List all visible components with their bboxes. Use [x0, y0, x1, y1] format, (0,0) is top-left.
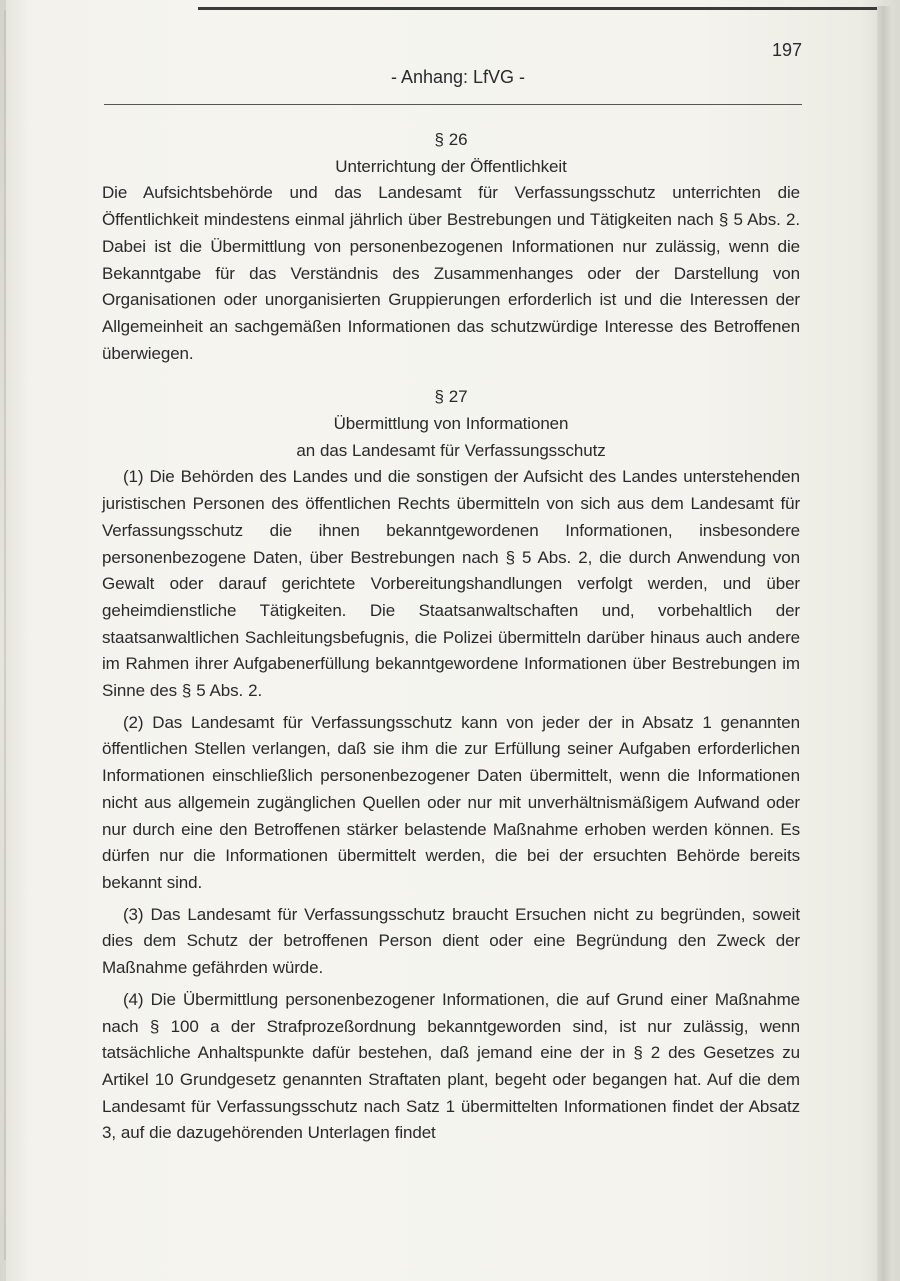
running-head: - Anhang: LfVG - — [390, 67, 526, 87]
section-27-title-line-1: Übermittlung von Informationen — [333, 414, 569, 434]
section-27-paragraph-3: (3) Das Landesamt für Verfassungsschutz braucht Ersuchen nicht zu begründen, soweit dies dem Schutz der betroffenen Person dient oder eine Begründung den Zweck der Maßnahme gefährden würde. — [102, 904, 800, 978]
page-right-edge — [877, 6, 893, 1281]
top-scan-edge — [198, 7, 888, 10]
section-spacer — [102, 367, 800, 384]
page-left-edge — [0, 0, 6, 1281]
section-26-paragraph: Die Aufsichtsbehörde und das Landesamt für Verfassungsschutz unterrichten die Öffentlichkeit mindestens einmal jährlich über Bestrebungen und Tätigkeiten nach § 5 Abs. 2. Dabei ist die Übermittlung von personenbezogenen Informationen nur zulässig, wenn die Bekanntgabe für das Verständnis des Zusammenhanges oder der Darstellung von Organisationen oder unorganisierten Gruppierungen erforderlich ist und die Interessen der Allgemeinheit an sachgemäßen Informationen das schutzwürdige Interesse des Betroffenen überwiegen. — [102, 183, 800, 363]
section-26-title: Unterrichtung der Öffentlichkeit — [335, 156, 567, 176]
section-27-paragraph-4: (4) Die Übermittlung personenbezogener Informationen, die auf Grund einer Maßnahme nach § 100 a der Strafprozeßordnung bekanntgeworden sind, ist nur zulässig, wenn tatsächliche Anhaltspunkte dafür bestehen, daß jemand eine der in § 2 des Gesetzes zu Artikel 10 Grundgesetz genannten Straftaten plant, begeht oder begangen hat. Auf die dem Landesamt für Verfassungsschutz nach Satz 1 übermittelten Informationen findet der Absatz 3, auf die dazugehörenden Unterlagen findet — [102, 989, 800, 1143]
header-rule — [104, 104, 802, 105]
section-27-paragraph-1: (1) Die Behörden des Landes und die sonstigen der Aufsicht des Landes unterstehenden juristischen Personen des öffentlichen Rechts übermitteln von sich aus dem Landesamt für Verfassungsschutz die ihnen bekanntgewordenen Informationen, insbesondere personenbezogene Daten, über Bestrebungen nach § 5 Abs. 2, die durch Anwendung von Gewalt oder darauf gerichtete Vorbereitungshandlungen verfolgt werden, und über geheimdienstliche Tätigkeiten. Die Staatsanwaltschaften und, vorbehaltlich der staatsanwaltlichen Sachleitungsbefugnis, die Polizei übermitteln darüber hinaus auch andere im Rahmen ihrer Aufgabenerfüllung bekanntgewordene Informationen über Bestrebungen im Sinne des § 5 Abs. 2. — [102, 467, 800, 701]
section-27-title-line-2: an das Landesamt für Verfassungsschutz — [296, 440, 606, 460]
page-number: 197 — [771, 40, 802, 60]
section-27-symbol: § 27 — [434, 387, 468, 407]
section-27-paragraph-2: (2) Das Landesamt für Verfassungsschutz kann von jeder der in Absatz 1 genannten öffentlichen Stellen verlangen, daß sie ihm die zur Erfüllung seiner Aufgaben erforderlichen Informationen einschließlich personenbezogener Daten übermittelt, wenn die Informationen nicht aus allgemein zugänglichen Quellen oder nur mit unverhältnismäßigem Aufwand oder nur durch eine den Betroffenen stärker belastende Maßnahme erhoben werden können. Es dürfen nur die Informationen übermittelt werden, die bei der ersuchten Behörde bereits bekannt sind. — [102, 712, 800, 892]
section-26-symbol: § 26 — [434, 130, 468, 149]
body-text — [102, 127, 800, 1147]
